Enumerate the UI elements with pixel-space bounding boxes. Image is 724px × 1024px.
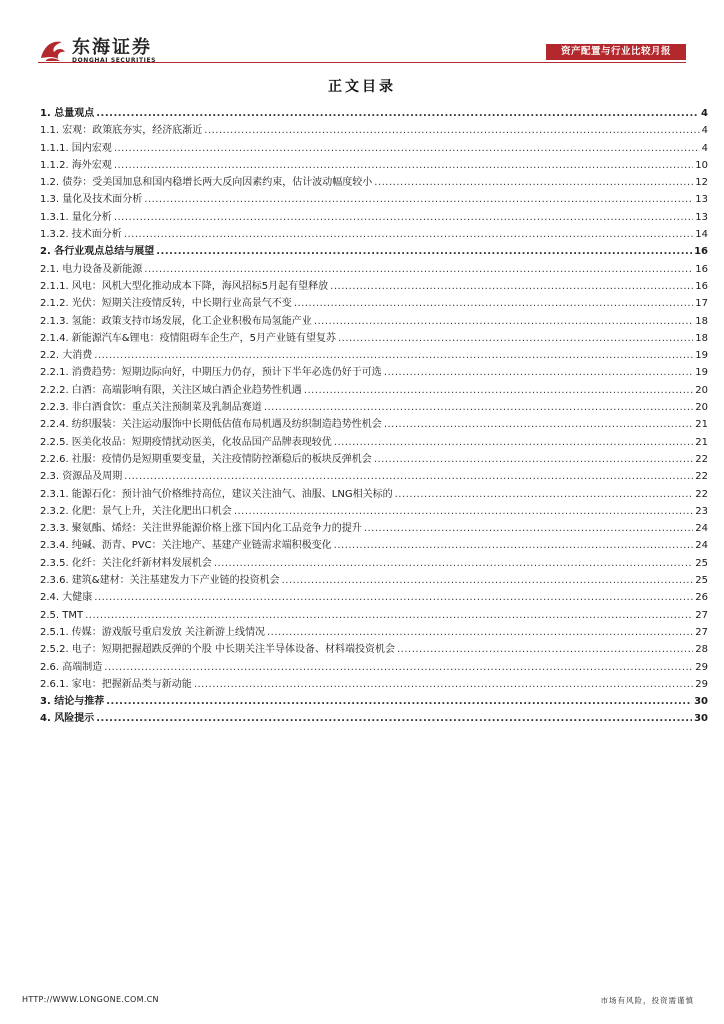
- toc-entry-label: 2.2. 大消费: [40, 350, 93, 362]
- logo-chinese-name: 东海证券: [72, 37, 152, 58]
- toc-entry-label: 2.3. 资源品及周期: [40, 471, 123, 483]
- toc-entry-label: 1.1.2. 海外宏观: [40, 159, 112, 171]
- toc-entry[interactable]: [40, 503, 708, 520]
- page-header: [0, 0, 724, 66]
- toc-entry[interactable]: [40, 174, 708, 191]
- toc-entry-label: 2.5.1. 传媒：游戏版号重启发放 关注新游上线情况: [40, 626, 265, 638]
- toc-entry[interactable]: [40, 710, 708, 727]
- toc-entry-page: 24: [695, 540, 708, 552]
- report-type-badge: 资产配置与行业比较月报: [546, 44, 686, 60]
- toc-entry[interactable]: [40, 399, 708, 416]
- toc-entry-label: 4. 风险提示: [40, 713, 95, 725]
- toc-entry[interactable]: [40, 330, 708, 347]
- toc-leader-dots: [114, 157, 693, 174]
- toc-leader-dots: [114, 140, 700, 157]
- toc-leader-dots: [397, 641, 693, 658]
- toc-entry[interactable]: [40, 122, 708, 139]
- toc-entry[interactable]: [40, 364, 708, 381]
- toc-entry[interactable]: [40, 589, 708, 606]
- toc-entry[interactable]: [40, 555, 708, 572]
- toc-leader-dots: [304, 382, 693, 399]
- toc-entry-label: 2.1.1. 风电：风机大型化推动成本下降，海风招标5月起有望释放: [40, 280, 329, 292]
- toc-entry-page: 20: [695, 402, 708, 414]
- toc-leader-dots: [264, 399, 693, 416]
- toc-entry-label: 2.2.1. 消费趋势：短期边际向好，中期压力仍存，预计下半年必选仍好于可选: [40, 367, 382, 379]
- toc-leader-dots: [334, 537, 694, 554]
- toc-leader-dots: [314, 313, 693, 330]
- toc-entry-label: 2.1. 电力设备及新能源: [40, 263, 143, 275]
- toc-leader-dots: [85, 607, 693, 624]
- toc-entry-label: 3. 结论与推荐: [40, 696, 105, 708]
- toc-entry-page: 19: [695, 350, 708, 362]
- toc-entry[interactable]: [40, 278, 708, 295]
- toc-entry[interactable]: [40, 157, 708, 174]
- toc-entry-label: 2. 各行业观点总结与展望: [40, 246, 155, 258]
- toc-entry[interactable]: [40, 105, 708, 122]
- toc-entry-label: 2.1.3. 氢能：政策支持市场发展，化工企业积极布局氢能产业: [40, 315, 312, 327]
- table-of-contents: [40, 105, 708, 728]
- toc-entry-page: 18: [695, 315, 708, 327]
- toc-leader-dots: [395, 486, 694, 503]
- toc-leader-dots: [282, 572, 694, 589]
- toc-entry-page: 18: [695, 332, 708, 344]
- toc-entry-page: 27: [695, 626, 708, 638]
- toc-entry[interactable]: [40, 468, 708, 485]
- toc-leader-dots: [204, 122, 699, 139]
- toc-entry-page: 27: [695, 609, 708, 621]
- toc-entry-page: 22: [695, 471, 708, 483]
- footer-website-link[interactable]: HTTP://WWW.LONGONE.COM.CN: [22, 995, 159, 1004]
- toc-entry-page: 17: [695, 298, 708, 310]
- toc-entry[interactable]: [40, 313, 708, 330]
- toc-entry-label: 2.1.2. 光伏：短期关注疫情反转，中长期行业高景气不变: [40, 298, 292, 310]
- toc-entry-page: 30: [694, 713, 708, 725]
- toc-entry-page: 26: [695, 592, 708, 604]
- toc-entry-page: 16: [695, 263, 708, 275]
- toc-entry-label: 1. 总量观点: [40, 108, 95, 119]
- toc-leader-dots: [144, 261, 693, 278]
- toc-entry[interactable]: [40, 624, 708, 641]
- toc-leader-dots: [106, 693, 692, 710]
- toc-entry[interactable]: [40, 537, 708, 554]
- toc-entry-label: 2.1.4. 新能源汽车&锂电：疫情阻碍车企生产，5月产业链有望复苏: [40, 332, 336, 344]
- toc-entry-label: 2.3.5. 化纤：关注化纤新材料发展机会: [40, 557, 212, 569]
- toc-leader-dots: [294, 295, 693, 312]
- toc-entry-label: 2.3.4. 纯碱、沥青、PVC：关注地产、基建产业链需求端积极变化: [40, 540, 332, 552]
- toc-entry-page: 29: [695, 661, 708, 673]
- logo-english-name: DONGHAI SECURITIES: [72, 57, 157, 64]
- toc-entry-label: 2.2.3. 非白酒食饮：重点关注预制菜及乳制品赛道: [40, 402, 262, 414]
- toc-leader-dots: [96, 105, 699, 122]
- toc-entry-label: 2.5.2. 电子：短期把握超跌反弹的个股 中长期关注半导体设备、材料端投资机会: [40, 644, 395, 656]
- toc-leader-dots: [338, 330, 693, 347]
- toc-entry-label: 1.1. 宏观：政策底夯实，经济底渐近: [40, 125, 203, 137]
- toc-entry-page: 30: [694, 696, 708, 708]
- toc-entry[interactable]: [40, 226, 708, 243]
- toc-entry[interactable]: [40, 572, 708, 589]
- toc-entry-page: 4: [701, 142, 708, 154]
- toc-leader-dots: [374, 174, 693, 191]
- toc-entry-label: 2.3.2. 化肥：景气上升，关注化肥出口机会: [40, 505, 232, 517]
- toc-entry-label: 2.2.5. 医美化妆品：短期疫情扰动医美，化妆品国产品牌表现较优: [40, 436, 332, 448]
- toc-entry[interactable]: [40, 140, 708, 157]
- toc-leader-dots: [234, 503, 693, 520]
- toc-entry-page: 21: [695, 436, 708, 448]
- toc-entry[interactable]: [40, 191, 708, 208]
- toc-entry-label: 2.5. TMT: [40, 609, 84, 621]
- toc-entry[interactable]: [40, 676, 708, 693]
- toc-leader-dots: [124, 226, 693, 243]
- toc-leader-dots: [94, 347, 693, 364]
- toc-entry[interactable]: [40, 659, 708, 676]
- toc-entry-label: 1.3.2. 技术面分析: [40, 229, 122, 241]
- toc-entry-page: 10: [695, 159, 708, 171]
- toc-entry[interactable]: [40, 693, 708, 710]
- toc-leader-dots: [114, 209, 693, 226]
- toc-entry-page: 21: [695, 419, 708, 431]
- toc-entry[interactable]: [40, 261, 708, 278]
- toc-leader-dots: [104, 659, 693, 676]
- toc-entry-page: 12: [695, 177, 708, 189]
- toc-leader-dots: [384, 416, 693, 433]
- toc-entry-label: 2.3.6. 建筑&建材：关注基建发力下产业链的投资机会: [40, 575, 280, 587]
- toc-entry-label: 2.3.1. 能源石化：预计油气价格维持高位，建议关注油气、油服、LNG相关标的: [40, 488, 393, 500]
- toc-leader-dots: [330, 278, 693, 295]
- toc-entry-page: 20: [695, 384, 708, 396]
- toc-leader-dots: [96, 710, 692, 727]
- toc-entry-label: 2.3.3. 聚氨酯、烯烃：关注世界能源价格上涨下国内化工品竞争力的提升: [40, 523, 362, 535]
- toc-leader-dots: [334, 434, 693, 451]
- toc-entry[interactable]: [40, 451, 708, 468]
- toc-leader-dots: [384, 364, 693, 381]
- toc-entry-page: 29: [695, 678, 708, 690]
- toc-entry[interactable]: [40, 209, 708, 226]
- toc-leader-dots: [364, 520, 693, 537]
- toc-entry[interactable]: [40, 243, 708, 260]
- toc-entry[interactable]: [40, 641, 708, 658]
- toc-leader-dots: [267, 624, 693, 641]
- toc-entry-page: 16: [695, 280, 708, 292]
- toc-entry[interactable]: [40, 416, 708, 433]
- footer-risk-note: 市场有风险，投资需谨慎: [600, 996, 694, 1005]
- toc-entry[interactable]: [40, 347, 708, 364]
- toc-leader-dots: [214, 555, 693, 572]
- toc-entry-label: 2.6.1. 家电：把握新品类与新动能: [40, 678, 192, 690]
- toc-entry-label: 1.1.1. 国内宏观: [40, 142, 112, 154]
- toc-leader-dots: [124, 468, 693, 485]
- toc-entry-page: 19: [695, 367, 708, 379]
- toc-entry-page: 23: [695, 505, 708, 517]
- toc-entry-label: 2.4. 大健康: [40, 592, 93, 604]
- toc-entry-page: 28: [695, 644, 708, 656]
- toc-leader-dots: [194, 676, 693, 693]
- toc-entry[interactable]: [40, 607, 708, 624]
- toc-entry-page: 4: [701, 108, 708, 119]
- toc-entry-page: 24: [695, 523, 708, 535]
- toc-entry-page: 13: [695, 211, 708, 223]
- toc-entry-label: 2.6. 高端制造: [40, 661, 103, 673]
- header-divider: [38, 62, 686, 63]
- toc-entry-page: 25: [695, 575, 708, 587]
- toc-entry-page: 13: [695, 194, 708, 206]
- toc-entry-label: 2.2.2. 白酒：高端影响有限，关注区域白酒企业趋势性机遇: [40, 384, 302, 396]
- dragon-logo-icon: [38, 38, 68, 64]
- toc-entry-page: 25: [695, 557, 708, 569]
- toc-entry-label: 1.3. 量化及技术面分析: [40, 194, 143, 206]
- toc-entry-page: 14: [695, 229, 708, 241]
- toc-entry-page: 22: [695, 453, 708, 465]
- toc-leader-dots: [144, 191, 693, 208]
- toc-entry-label: 2.2.6. 社服：疫情仍是短期重要变量，关注疫情防控渐稳后的板块反弹机会: [40, 453, 372, 465]
- toc-entry-page: 16: [694, 246, 708, 258]
- toc-leader-dots: [156, 243, 692, 260]
- toc-entry[interactable]: [40, 520, 708, 537]
- toc-entry[interactable]: [40, 295, 708, 312]
- toc-entry[interactable]: [40, 486, 708, 503]
- toc-leader-dots: [94, 589, 693, 606]
- toc-title: 正文目录: [328, 79, 396, 95]
- toc-entry-page: 4: [701, 125, 708, 137]
- toc-leader-dots: [374, 451, 693, 468]
- toc-entry[interactable]: [40, 434, 708, 451]
- toc-entry-label: 1.3.1. 量化分析: [40, 211, 112, 223]
- toc-entry-label: 2.2.4. 纺织服装：关注运动服饰中长期低估值布局机遇及纺织制造趋势性机会: [40, 419, 382, 431]
- toc-entry-page: 22: [695, 488, 708, 500]
- toc-entry[interactable]: [40, 382, 708, 399]
- toc-entry-label: 1.2. 债券：受美国加息和国内稳增长两大反向因素约束，估计波动幅度较小: [40, 177, 373, 189]
